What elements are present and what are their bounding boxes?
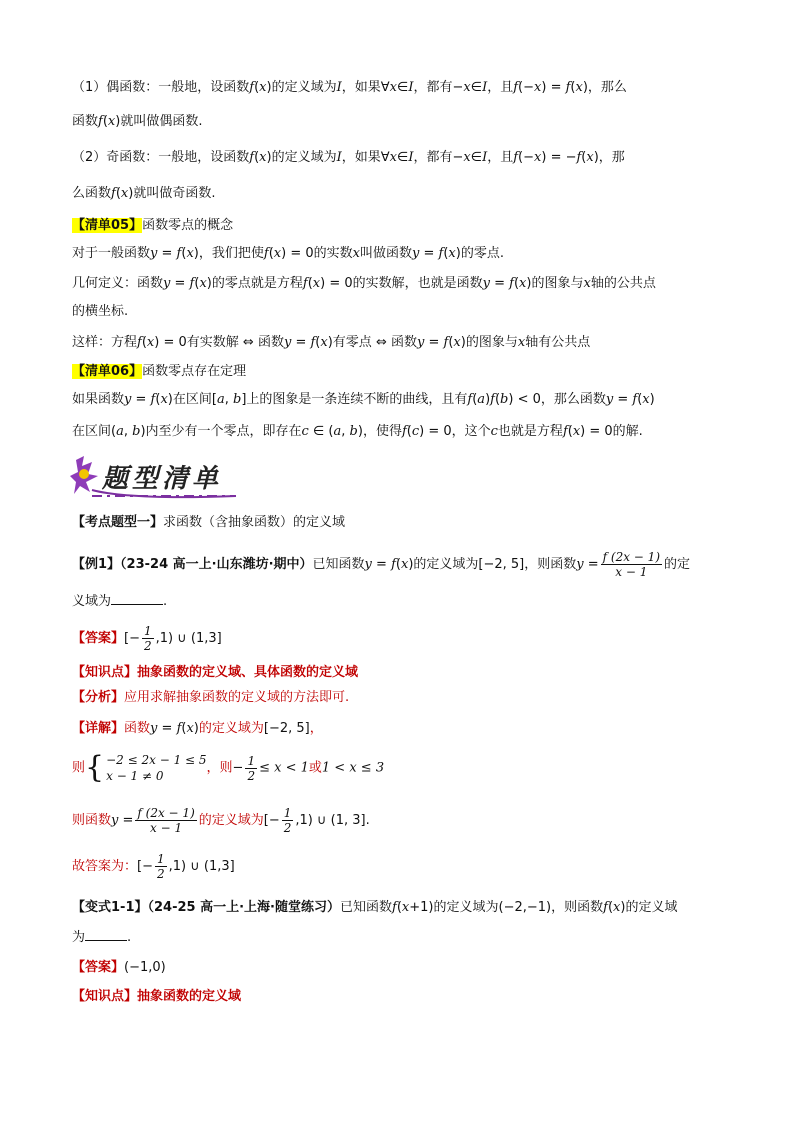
analysis-line: 【分析】应用求解抽象函数的定义域的方法即可.: [72, 690, 350, 705]
example-1-fraction: $\frac{f (2x - 1)}{x - 1}$: [602, 550, 660, 579]
variant-knowledge-line: 【知识点】抽象函数的定义域: [72, 989, 242, 1004]
answer-line: 【答案】[− $\frac{1}{2}$ ,1) ∪ (1,3]: [72, 624, 222, 653]
final-answer-line: 故答案为：[− $\frac{1}{2}$ ,1) ∪ (1,3]: [72, 852, 235, 881]
answer-tag: 【答案】: [72, 631, 125, 646]
existence-theorem-line-2: 在区间(a, b)内至少有一个零点，即存在c ∈ (a, b)，使得f(c) = 0，这个c也就是方程f(x) = 0的解.: [72, 424, 643, 439]
detail-line-3: 则函数y = $\frac{f (2x - 1)}{x - 1}$ 的定义域为[− $\frac{1}{2}$ ,1) ∪ (1, 3].: [72, 806, 370, 835]
inequality-system: { −2 ≤ 2x − 1 ≤ 5 x − 1 ≠ 0: [85, 750, 207, 785]
section-05-heading: [72, 216, 233, 236]
detail-line-1: 【详解】函数y = f(x)的定义域为[−2, 5]，: [72, 721, 323, 736]
odd-function-line-1: （2）奇函数：一般地，设函数f(x)的定义域为I，如果∀x∈I，都有−x∈I，且f(−x) = −f(x)，那: [72, 150, 625, 165]
section-06-tag: 【清单06】: [72, 364, 143, 379]
question-types-banner: [70, 452, 240, 506]
variant-answer-line: 【答案】(−1,0): [72, 960, 166, 975]
section-06-title: 函数零点存在定理: [142, 364, 247, 379]
section-05-title: 函数零点的概念: [142, 218, 234, 233]
geometric-definition-line-2: 的横坐标.: [72, 304, 129, 319]
example-1-line-2: 义域为 .: [72, 594, 168, 609]
geometric-definition-line-1: 几何定义：函数y = f(x)的零点就是方程f(x) = 0的实数解，也就是函数y = f(x)的图象与x轴的公共点: [72, 276, 656, 291]
variant-1-1-line-1: 【变式1-1】（24-25 高一上·上海·随堂练习）已知函数f(x+1)的定义域为(−2,−1)，则函数f(x)的定义域: [72, 900, 678, 915]
variant-answer-blank[interactable]: [85, 928, 127, 941]
even-function-line-1: （1）偶函数：一般地，设函数f(x)的定义域为I，如果∀x∈I，都有−x∈I，且f(−x) = f(x)，那么: [72, 80, 627, 95]
variant-1-1-line-2: 为 .: [72, 930, 132, 945]
equivalence-line: 这样：方程f(x) = 0有实数解 ⇔ 函数y = f(x)有零点 ⇔ 函数y = f(x)的图象与x轴有公共点: [72, 335, 591, 350]
even-function-line-2: 函数f(x)就叫做偶函数.: [72, 114, 203, 129]
zero-definition-line: 对于一般函数y = f(x)，我们把使f(x) = 0的实数x叫做函数y = f(x)的零点.: [72, 246, 504, 261]
banner-title: 题型清单: [102, 464, 223, 494]
detail-line-2: 则 { −2 ≤ 2x − 1 ≤ 5 x − 1 ≠ 0 ，则− $\frac{1}{2}$ ≤ x < 1或1 < x ≤ 3: [72, 750, 385, 785]
knowledge-point-line: 【知识点】抽象函数的定义域、具体函数的定义域: [72, 665, 359, 680]
section-06-heading: [72, 362, 246, 382]
example-1-line-1: 【例1】（23-24 高一上·山东潍坊·期中）已知函数y = f(x)的定义域为[−2, 5]，则函数y = $\frac{f (2x - 1)}{x - 1}$ 的定: [72, 550, 691, 579]
existence-theorem-line-1: 如果函数y = f(x)在区间[a, b]上的图象是一条连续不断的曲线，且有f(a)f(b) < 0，那么函数y = f(x): [72, 392, 655, 407]
section-05-tag: 【清单05】: [72, 218, 143, 233]
type-1-heading: 【考点题型一】求函数（含抽象函数）的定义域: [72, 515, 346, 530]
odd-function-line-2: 么函数f(x)就叫做奇函数.: [72, 186, 216, 201]
answer-blank[interactable]: [111, 592, 163, 605]
